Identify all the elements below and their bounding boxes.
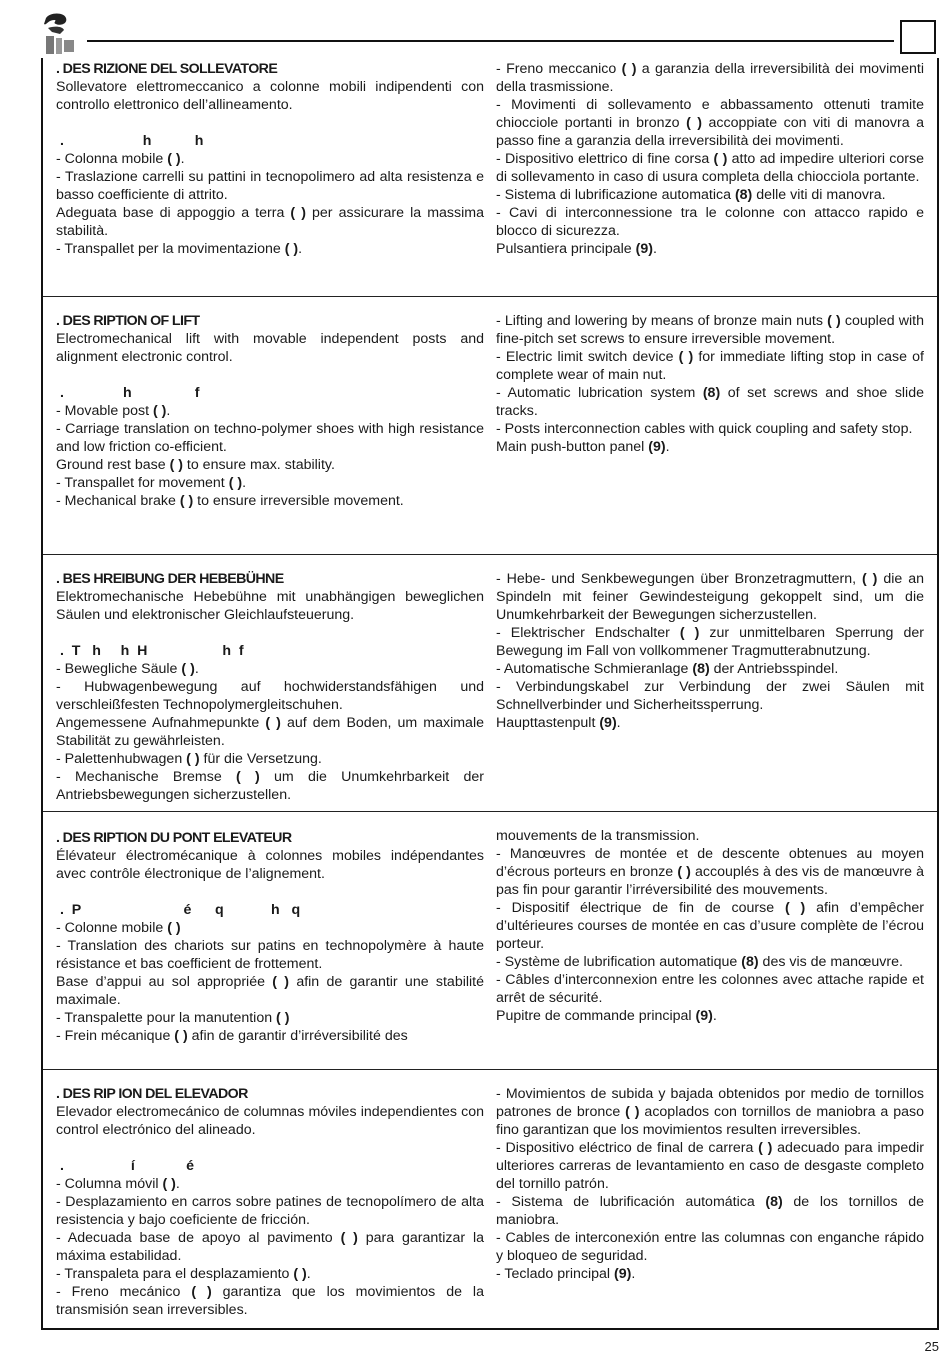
list-item: - Manœuvres de montée et de descente obtenues au moyen d’écrous porteurs en bronze ( ) accouplés à des vis de manœuvre à pas fin pour garantir l’irréversibilité des mouvements. bbox=[496, 846, 924, 898]
list-item: - Automatische Schmieranlage (8) der Antriebsspindel. bbox=[496, 661, 839, 677]
list-item: - Cables de interconexión entre las columnas con enganche rápido y bloqueo de seguridad. bbox=[496, 1230, 924, 1264]
list-item: - Hebe- und Senkbewegungen über Bronzetragmuttern, ( ) die an Spindeln mit feiner Gewindesteigung gekoppelt sind, um die Unumkehrbarkeit der Bewegungen sicherzustellen. bbox=[496, 571, 924, 623]
list-item: - Hubwagenbewegung auf hochwiderstandsfähigen und verschleißfesten Technopolymergleitschuhen. bbox=[56, 679, 484, 713]
header-rule bbox=[87, 40, 894, 42]
list-item: Angemessene Aufnahmepunkte ( ) auf dem Boden, um maximale Stabilität zu gewährleisten. bbox=[56, 715, 484, 749]
list-item: - Transpallet per la movimentazione ( ). bbox=[56, 241, 303, 257]
list-item: - Cavi di interconnessione tra le colonne con attacco rapido e blocco di sicurezza. bbox=[496, 205, 924, 239]
list-item: Main push-button panel (9). bbox=[496, 439, 670, 455]
section-italian bbox=[43, 58, 937, 297]
list-item: - Verbindungskabel zur Verbindung der zwei Säulen mit Schnellverbinder und Sicherheitssperrung. bbox=[496, 679, 924, 713]
section-subtitle: . h h bbox=[56, 133, 204, 149]
list-item: Adeguata base di appoggio a terra ( ) per assicurare la massima stabilità. bbox=[56, 205, 484, 239]
section-subtitle: . h f bbox=[56, 385, 200, 401]
list-item: - Movimientos de subida y bajada obtenidos por medio de tornillos patrones de bronce ( ) acoplados con tornillos de maniobra a paso fino garantizan que los movimientos resulten irreversibles. bbox=[496, 1086, 924, 1138]
list-item: Haupttastenpult (9). bbox=[496, 715, 621, 731]
list-item: - Automatic lubrication system (8) of set screws and shoe slide tracks. bbox=[496, 385, 924, 419]
list-item: - Palettenhubwagen ( ) für die Versetzung. bbox=[56, 751, 322, 767]
list-item: - Translation des chariots sur patins en technopolymère à haute résistance et bas coefficient de frottement. bbox=[56, 938, 484, 972]
section-title: . DES RIZIONE DEL SOLLEVATORE bbox=[56, 61, 278, 77]
list-item: - Lifting and lowering by means of bronze main nuts ( ) coupled with fine-pitch set screws to ensure irreversible movement. bbox=[496, 313, 924, 347]
list-item: - Posts interconnection cables with quick coupling and safety stop. bbox=[496, 421, 913, 437]
list-item: - Transpalette pour la manutention ( ) bbox=[56, 1010, 290, 1026]
section-subtitle: . P é q h q bbox=[56, 902, 301, 918]
list-item: - Electric limit switch device ( ) for immediate lifting stop in case of complete wear of main nut. bbox=[496, 349, 924, 383]
section-intro: Electromechanical lift with movable independent posts and alignment electronic control. bbox=[56, 331, 484, 365]
list-item: - Freno meccanico ( ) a garanzia della irreversibilità dei movimenti della trasmissione. bbox=[496, 61, 924, 95]
list-item: mouvements de la transmission. bbox=[496, 828, 700, 844]
section-right-column bbox=[496, 312, 924, 456]
list-item: - Colonne mobile ( ) bbox=[56, 920, 181, 936]
brand-logo-icon bbox=[40, 12, 80, 60]
list-item: Base d’appui au sol appropriée ( ) afin de garantir une stabilité maximale. bbox=[56, 974, 484, 1008]
section-intro: Elektromechanische Hebebühne mit unabhängigen beweglichen Säulen und elektronischer Gleichlaufsteuerung. bbox=[56, 589, 484, 623]
list-item: Pulsantiera principale (9). bbox=[496, 241, 657, 257]
list-item: - Movable post ( ). bbox=[56, 403, 171, 419]
list-item: - Transpallet for movement ( ). bbox=[56, 475, 247, 491]
list-item: - Adecuada base de apoyo al pavimento ( ) para garantizar la máxima estabilidad. bbox=[56, 1230, 484, 1264]
list-item: - Frein mécanique ( ) afin de garantir d’irréversibilité des bbox=[56, 1028, 408, 1044]
list-item: - Mechanische Bremse ( ) um die Unumkehrbarkeit der Antriebsbewegungen sicherzustellen. bbox=[56, 769, 484, 803]
list-item: - Colonna mobile ( ). bbox=[56, 151, 185, 167]
section-title: . DES RIP ION DEL ELEVADOR bbox=[56, 1086, 248, 1102]
section-intro: Sollevatore elettromeccanico a colonne mobili indipendenti con controllo elettronico dell’allineamento. bbox=[56, 79, 484, 113]
list-item: - Movimenti di sollevamento e abbassamento ottenuti tramite chiocciole portanti in bronzo ( ) accoppiate con viti di manovra a passo fine a garanzia della irreversibilità dei movimenti. bbox=[496, 97, 924, 149]
list-item: - Freno mecánico ( ) garantiza que los movimientos de la transmisión sean irreversibles. bbox=[56, 1284, 484, 1318]
section-title: . DES RIPTION DU PONT ELEVATEUR bbox=[56, 830, 292, 846]
content-frame bbox=[41, 58, 939, 1330]
page-marker-box bbox=[900, 20, 936, 54]
list-item: - Elektrischer Endschalter ( ) zur unmittelbaren Sperrung der Bewegung im Fall von vollkommener Tragmutterabnutzung. bbox=[496, 625, 924, 659]
section-german bbox=[43, 554, 937, 812]
list-item: - Transpaleta para el desplazamiento ( ). bbox=[56, 1266, 311, 1282]
list-item: - Dispositivo eléctrico de final de carrera ( ) adecuado para impedir ulteriores carreras de levantamiento en caso de desgaste completo del tornillo patrón. bbox=[496, 1140, 924, 1192]
list-item: - Dispositif électrique de fin de course ( ) afin d’empêcher d’ultérieures courses de montée en cas d’usure complète de l’écrou porteur. bbox=[496, 900, 924, 952]
list-item: - Bewegliche Säule ( ). bbox=[56, 661, 199, 677]
list-item: - Sistema di lubrificazione automatica (8) delle viti di manovra. bbox=[496, 187, 886, 203]
list-item: - Columna móvil ( ). bbox=[56, 1176, 180, 1192]
section-right-column bbox=[496, 827, 924, 1025]
section-left-column bbox=[56, 60, 484, 258]
section-right-column bbox=[496, 570, 924, 732]
section-left-column bbox=[56, 570, 484, 804]
list-item: - Système de lubrification automatique (8) des vis de manœuvre. bbox=[496, 954, 903, 970]
list-item: - Dispositivo elettrico di fine corsa ( ) atto ad impedire ulteriori corse di sollevamento in caso di usura completa della chiocciola portante. bbox=[496, 151, 924, 185]
list-item: - Traslazione carrelli su pattini in tecnopolimero ad alta resistenza e basso coefficiente di attrito. bbox=[56, 169, 484, 203]
section-subtitle: . T h h H h f bbox=[56, 643, 244, 659]
list-item: - Sistema de lubrificación automática (8) de los tornillos de maniobra. bbox=[496, 1194, 924, 1228]
list-item: - Desplazamiento en carros sobre patines de tecnopolímero de alta resistencia y bajo coeficiente de fricción. bbox=[56, 1194, 484, 1228]
list-item: - Carriage translation on techno-polymer shoes with high resistance and low friction co-efficient. bbox=[56, 421, 484, 455]
section-right-column bbox=[496, 60, 924, 258]
section-title: . DES RIPTION OF LIFT bbox=[56, 313, 200, 329]
list-item: - Teclado principal (9). bbox=[496, 1266, 636, 1282]
list-item: - Mechanical brake ( ) to ensure irreversible movement. bbox=[56, 493, 404, 509]
section-left-column bbox=[56, 1085, 484, 1319]
section-title: . BES HREIBUNG DER HEBEBÜHNE bbox=[56, 571, 284, 587]
list-item: - Câbles d’interconnexion entre les colonnes avec attache rapide et arrêt de sécurité. bbox=[496, 972, 924, 1006]
section-left-column bbox=[56, 829, 484, 1045]
page-number: 25 bbox=[924, 1339, 939, 1354]
section-spanish bbox=[43, 1069, 937, 1328]
section-english bbox=[43, 296, 937, 555]
section-subtitle: . í é bbox=[56, 1158, 194, 1174]
list-item: Ground rest base ( ) to ensure max. stability. bbox=[56, 457, 335, 473]
section-right-column bbox=[496, 1085, 924, 1283]
section-intro: Élévateur électromécanique à colonnes mobiles indépendantes avec contrôle électronique de l’alignement. bbox=[56, 848, 484, 882]
section-french bbox=[43, 811, 937, 1070]
section-left-column bbox=[56, 312, 484, 510]
section-intro: Elevador electromecánico de columnas móviles independientes con control electrónico del alineado. bbox=[56, 1104, 484, 1138]
list-item: Pupitre de commande principal (9). bbox=[496, 1008, 717, 1024]
